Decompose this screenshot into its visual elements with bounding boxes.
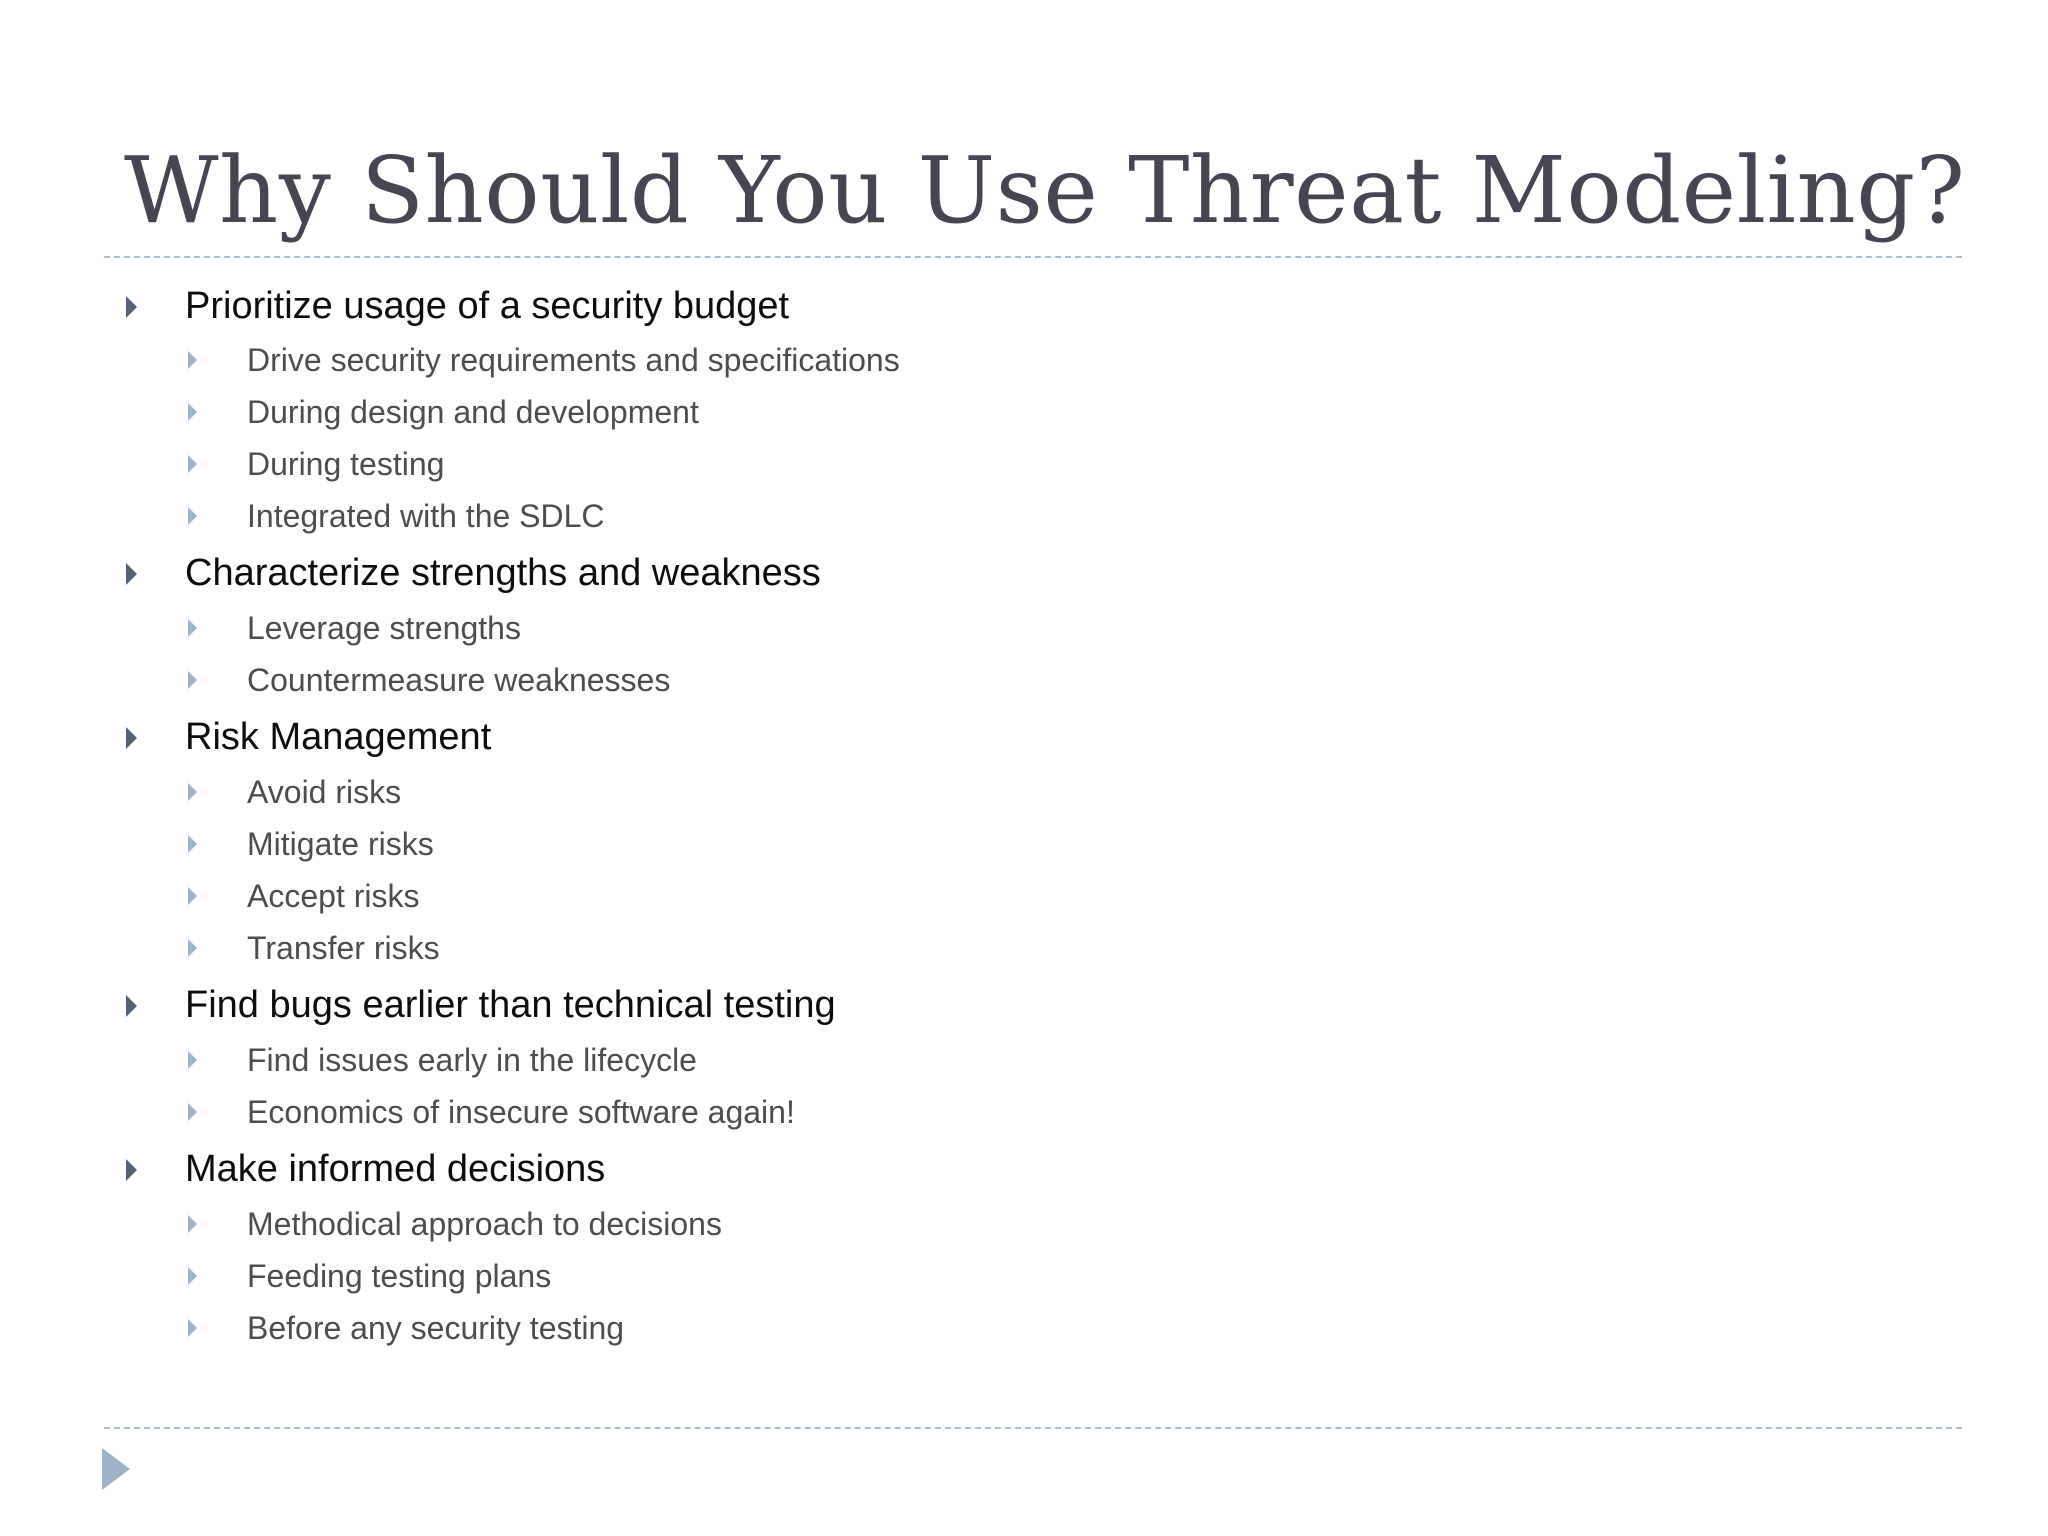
sub-bullet-item: Leverage strengths xyxy=(247,610,521,646)
sub-bullet-item: Integrated with the SDLC xyxy=(247,498,605,534)
bullet-item: Risk Management xyxy=(185,716,492,758)
triangle-bullet-icon xyxy=(126,296,137,318)
small-triangle-bullet-icon xyxy=(188,671,197,689)
small-triangle-bullet-icon xyxy=(188,1319,197,1337)
small-triangle-bullet-icon xyxy=(188,1051,197,1069)
triangle-bullet-icon xyxy=(126,1159,137,1181)
sub-bullet-item: During design and development xyxy=(247,394,699,430)
bullet-item: Prioritize usage of a security budget xyxy=(185,285,790,327)
small-triangle-bullet-icon xyxy=(188,455,197,473)
small-triangle-bullet-icon xyxy=(188,783,197,801)
footer-divider xyxy=(104,1427,1962,1429)
triangle-bullet-icon xyxy=(126,563,137,585)
sub-bullet-item: Mitigate risks xyxy=(247,826,434,862)
bullet-item: Make informed decisions xyxy=(185,1148,606,1190)
sub-bullet-item: During testing xyxy=(247,446,445,482)
sub-bullet-item: Countermeasure weaknesses xyxy=(247,662,671,698)
small-triangle-bullet-icon xyxy=(188,619,197,637)
bullet-item: Find bugs earlier than technical testing xyxy=(185,984,836,1026)
small-triangle-bullet-icon xyxy=(188,887,197,905)
small-triangle-bullet-icon xyxy=(188,351,197,369)
small-triangle-bullet-icon xyxy=(188,1215,197,1233)
sub-bullet-item: Drive security requirements and specifications xyxy=(247,342,900,378)
sub-bullet-item: Before any security testing xyxy=(247,1310,625,1346)
sub-bullet-item: Feeding testing plans xyxy=(247,1258,552,1294)
small-triangle-bullet-icon xyxy=(188,403,197,421)
sub-bullet-item: Economics of insecure software again! xyxy=(247,1094,795,1130)
small-triangle-bullet-icon xyxy=(188,1103,197,1121)
slide-title: Why Should You Use Threat Modeling? xyxy=(124,137,1966,244)
small-triangle-bullet-icon xyxy=(188,1267,197,1285)
play-triangle-icon xyxy=(102,1448,130,1490)
sub-bullet-item: Accept risks xyxy=(247,878,420,914)
sub-bullet-item: Find issues early in the lifecycle xyxy=(247,1042,697,1078)
small-triangle-bullet-icon xyxy=(188,939,197,957)
bullet-item: Characterize strengths and weakness xyxy=(185,552,821,594)
sub-bullet-item: Methodical approach to decisions xyxy=(247,1206,722,1242)
small-triangle-bullet-icon xyxy=(188,835,197,853)
triangle-bullet-icon xyxy=(126,995,137,1017)
sub-bullet-item: Avoid risks xyxy=(247,774,402,810)
small-triangle-bullet-icon xyxy=(188,507,197,525)
triangle-bullet-icon xyxy=(126,727,137,749)
sub-bullet-item: Transfer risks xyxy=(247,930,440,966)
